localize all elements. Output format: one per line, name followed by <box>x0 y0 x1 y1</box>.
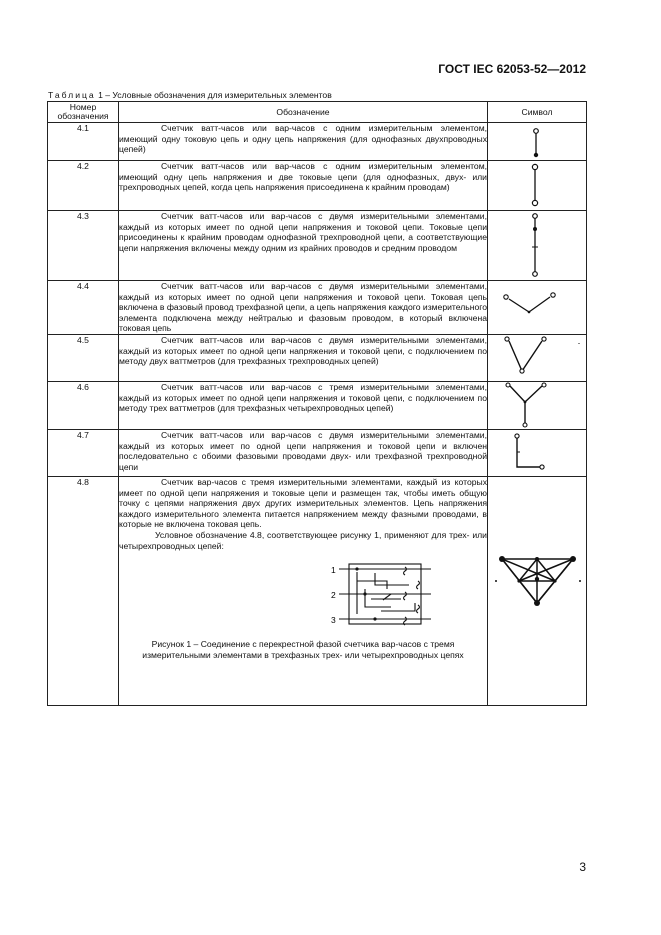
row-symbol-cell <box>488 281 587 335</box>
symbols-table <box>47 101 587 706</box>
row-description <box>119 382 488 430</box>
row-description <box>119 161 488 211</box>
cross-phase-connection-diagram <box>119 559 480 633</box>
figure-label-3: 3 <box>331 615 336 626</box>
row-number: 4.8 <box>48 477 119 706</box>
table-row <box>48 430 587 477</box>
row-number: 4.1 <box>48 123 119 161</box>
row-description-text: Счетчик ватт-часов или вар-часов с тремя измерительными элементами, каждый из которых имеет по одной цепи напряжения и токовой цепи, с подключением по методу трех ваттметров (для трехфазных четырехпроводных цепей) <box>119 382 487 414</box>
row-description-text: Счетчик вар-часов с тремя измерительными элементами, каждый из которых имеет по одной цепи напряжения и токовые цепи и размещен так, чтобы иметь общую точку с цепями напряжения двух других измерительных элементов. Цепь напряжения каждого измерительного элемента питается напряжением между фазными проводами, в которые не включена токовая цепь. <box>119 477 487 530</box>
row-description <box>119 123 488 161</box>
table-row <box>48 335 587 382</box>
symbol-4-7-icon <box>488 430 587 477</box>
row-symbol-cell <box>488 382 587 430</box>
row-description-text: Счетчик ватт-часов или вар-часов с двумя измерительными элементами, каждый из которых имеет по одной цепи напряжения и токовой цепи и включен последовательно с обоими фазовыми проводами двух- или трехфазной трехпроводной цепи <box>119 430 487 472</box>
figure-1-caption: Рисунок 1 – Соединение с перекрестной фазой счетчика вар-часов с тремя измерительными элементами в трехфазных трех- или четырехпроводных цепях <box>142 639 464 660</box>
symbol-4-2-icon <box>488 161 587 211</box>
table-header-row <box>48 102 587 123</box>
symbol-4-4-icon <box>488 281 587 335</box>
table-row <box>48 161 587 211</box>
row-symbol-cell <box>488 123 587 161</box>
row-description <box>119 335 488 382</box>
page-number: 3 <box>579 860 586 874</box>
table-row <box>48 211 587 281</box>
symbol-4-1-icon <box>488 123 587 161</box>
row-symbol-cell <box>488 335 587 382</box>
row-description-text-2: Условное обозначение 4.8, соответствующее рисунку 1, применяют для трех- или четырехпроводных цепей: <box>119 529 487 551</box>
table-caption <box>48 90 332 100</box>
figure-1-diagram <box>119 559 487 633</box>
row-description <box>119 211 488 281</box>
table-row <box>48 281 587 335</box>
row-description-text: Счетчик ватт-часов или вар-часов с одним измерительным элементом, имеющий одну токовую цепь и одну цепь напряжения (для однофазных двухпроводных цепей) <box>119 123 487 155</box>
figure-label-2: 2 <box>331 590 336 601</box>
symbol-4-5-icon <box>488 335 587 382</box>
symbol-4-3-icon <box>488 211 587 281</box>
table-caption-word: Таблица <box>48 90 96 100</box>
row-symbol-cell <box>488 430 587 477</box>
column-header-number: Номер обозначения <box>48 102 119 123</box>
row-number: 4.4 <box>48 281 119 335</box>
column-header-designation: Обозначение <box>119 102 488 123</box>
row-description <box>119 430 488 477</box>
row-description-text: Счетчик ватт-часов или вар-часов с двумя измерительными элементами, каждый из которых имеет по одной цепи напряжения и токовой цепи, с подключением по методу двух ваттметров (для трехфазных трехпроводных цепей) <box>119 335 487 367</box>
row-symbol-cell <box>488 477 587 706</box>
row-description-text: Счетчик ватт-часов или вар-часов с двумя измерительными элементами, каждый из которых имеет по одной цепи напряжения и токовой цепи. Токовая цепь включена в фазовый провод трехфазной цепи, а цепь напряжения каждого измерительного элемента подключена между нейтралью и фазовым проводом, в который включена токовая цепь <box>119 281 487 334</box>
row-symbol-cell <box>488 211 587 281</box>
symbol-4-8-icon <box>488 477 587 706</box>
table-caption-text: 1 – Условные обозначения для измерительных элементов <box>98 90 332 100</box>
row-description-text: Счетчик ватт-часов или вар-часов с одним измерительным элементом, имеющий одну цепь напряжения и две токовые цепи (для однофазных, двух- или трехпроводных цепей, когда цепь напряжения присоединена к крайним проводам) <box>119 161 487 193</box>
row-number: 4.2 <box>48 161 119 211</box>
row-number: 4.5 <box>48 335 119 382</box>
figure-label-1: 1 <box>331 565 336 576</box>
standard-designation: ГОСТ IEC 62053-52—2012 <box>438 62 586 76</box>
row-description-text: Счетчик ватт-часов или вар-часов с двумя измерительными элементами, каждый из которых имеет по одной цепи напряжения и токовой цепи. Токовые цепи присоединены к крайним проводам однофазной трехпроводной цепи, а соответствующие цепи напряжения включены между одним из крайних проводов и средним проводом <box>119 211 487 253</box>
row-number: 4.7 <box>48 430 119 477</box>
row-description <box>119 477 488 706</box>
column-header-symbol: Символ <box>488 102 587 123</box>
table-row <box>48 123 587 161</box>
row-description <box>119 281 488 335</box>
symbol-4-6-icon <box>488 382 587 430</box>
table-row <box>48 477 587 706</box>
row-number: 4.3 <box>48 211 119 281</box>
row-number: 4.6 <box>48 382 119 430</box>
table-row <box>48 382 587 430</box>
row-symbol-cell <box>488 161 587 211</box>
